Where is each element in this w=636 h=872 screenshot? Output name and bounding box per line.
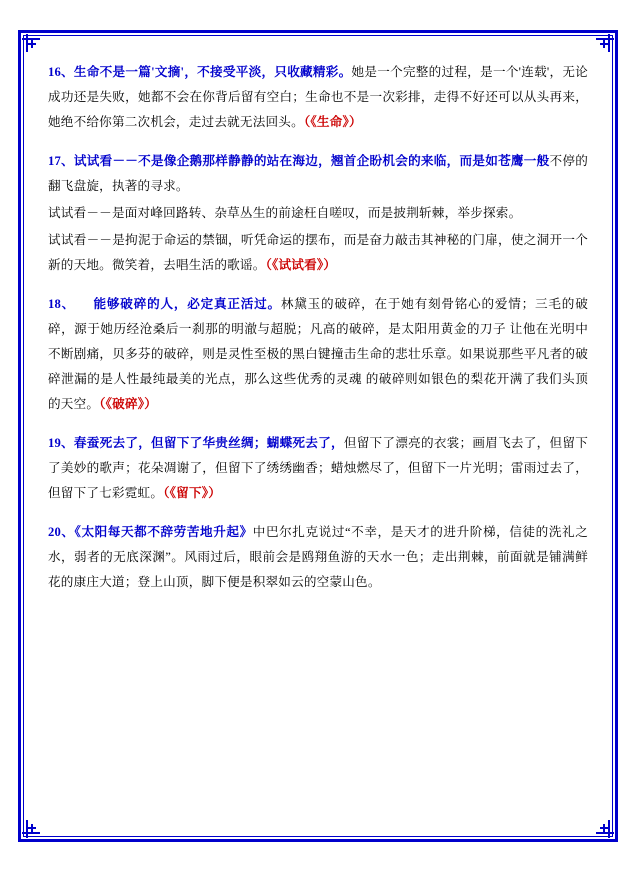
corner-ornament-bottom-left <box>22 820 40 838</box>
paragraph-entry-17-extra-1 <box>48 201 588 226</box>
paragraph-entry-18 <box>48 292 588 417</box>
corner-ornament-top-left <box>22 34 40 52</box>
paragraph-entry-19 <box>48 431 588 506</box>
entry-body: 她是一个完整的过程，是一个'连载'，无论成功还是失败，她都不会在你背后留有空白；生命也不是一次彩排，走得不好还可以从头再来，她绝不给你第二次机会，走过去就无法回头。 <box>48 65 588 129</box>
paragraph-entry-17-extra-2 <box>48 228 588 278</box>
entry-number: 17、 <box>48 154 74 168</box>
paragraph-entry-16 <box>48 60 588 135</box>
entry-source: （《试试看》） <box>265 258 337 272</box>
entry-body: 中巴尔扎克说过“不幸，是天才的进升阶梯，信徒的洗礼之水，弱者的无底深渊”。风雨过后，眼前会是鸥翔鱼游的天水一色；走出荆棘，前面就是铺满鲜花的康庄大道；登上山顶，脚下便是积翠如云的空蒙山色。 <box>48 525 588 589</box>
entry-number: 18、 <box>48 297 75 311</box>
corner-ornament-top-right <box>596 34 614 52</box>
entry-number: 16、 <box>48 65 74 79</box>
entry-lead: 春蚕死去了，但留下了华贵丝绸；蝴蝶死去了， <box>73 436 344 450</box>
paragraph-entry-20 <box>48 520 588 595</box>
entry-source: （《生命》） <box>303 115 362 129</box>
entry-lead: 能够破碎的人，必定真正活过。 <box>92 297 281 311</box>
entry-body: 林黛玉的破碎，在于她有刻骨铭心的爱情；三毛的破碎，源于她历经沧桑后一刹那的明澈与超脱；凡高的破碎，是太阳用黄金的刀子 让他在光明中不断剧痛，贝多芬的破碎，则是灵性至极的黑白键撞击生命的悲壮乐章。如果说那些平凡者的破碎泄漏的是人性最纯最美的光点，那么这些优秀的灵魂 的破碎则如银色的梨花开满了我们头顶的天空。 <box>48 297 588 411</box>
corner-ornament-bottom-right <box>596 820 614 838</box>
entry-source: （《破碎》） <box>99 397 158 411</box>
entry-body: 但留下了漂亮的衣裳；画眉飞去了，但留下了美妙的歌声；花朵凋谢了，但留下了绣绣幽香；蜡烛燃尽了，但留下一片光明；雷雨过去了，但留下了七彩霓虹。 <box>48 436 588 500</box>
paragraph-entry-17 <box>48 149 588 199</box>
entry-source: （《留下》） <box>163 486 222 500</box>
entry-lead: 试试看－－不是像企鹅那样静静的站在海边，翘首企盼机会的来临，而是如苍鹰一般 <box>73 154 550 168</box>
entry-number: 19、 <box>48 436 74 450</box>
entry-lead: 生命不是一篇'文摘'，不接受平淡，只收藏精彩。 <box>73 65 352 79</box>
entry-lead: 《太阳每天都不辞劳苦地升起》 <box>74 525 253 539</box>
document-body <box>48 60 588 820</box>
entry-extra-text: 试试看－－是拘泥于命运的禁锢，听凭命运的摆布，而是奋力敲击其神秘的门扉，使之洞开一个新的天地。微笑着，去唱生活的歌谣。 <box>48 233 588 272</box>
entry-number: 20、 <box>48 525 75 539</box>
entry-body: 不停的翻飞盘旋，执著的寻求。 <box>48 154 588 193</box>
entry-extra-text: 试试看－－是面对峰回路转、杂草丛生的前途枉自嗟叹，而是披荆斩棘，举步探索。 <box>48 206 522 220</box>
